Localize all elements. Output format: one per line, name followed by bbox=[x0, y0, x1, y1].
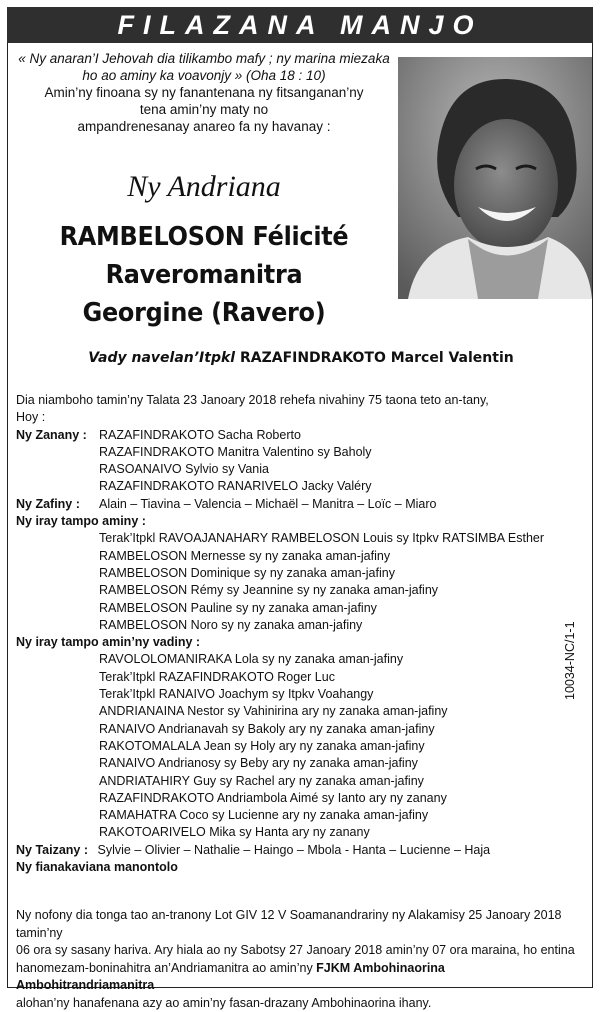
notice-banner-title: FILAZANA MANJO bbox=[7, 7, 593, 43]
list-item: RAZAFINDRAKOTO Manitra Valentino sy Baholy bbox=[99, 444, 372, 461]
list-item: RAMBELOSON Rémy sy Jeannine sy ny zanaka aman-jafiny bbox=[99, 582, 438, 599]
inlaws-heading-row bbox=[16, 634, 576, 651]
list-item: RAZAFINDRAKOTO Andriambola Aimé sy Ianto ary ny zanany bbox=[99, 790, 447, 807]
list-item: RAKOTOMALALA Jean sy Holy ary ny zanaka aman-jafiny bbox=[99, 738, 425, 755]
list-item: Terak’Itpkl RAZAFINDRAKOTO Roger Luc bbox=[99, 669, 335, 686]
inlaws-row bbox=[16, 686, 576, 703]
funeral-line: alohan’ny hanafenana azy ao amin’ny fasan-drazany Ambohinaorina ihany. bbox=[16, 995, 584, 1012]
extended-family-row bbox=[16, 859, 576, 876]
inlaws-row bbox=[16, 790, 576, 807]
list-item: RAMBELOSON Noro sy ny zanaka aman-jafiny bbox=[99, 617, 362, 634]
announcement-line bbox=[16, 409, 576, 426]
funeral-line: Ny nofony dia tonga tao an-tranony Lot GIV 12 V Soamanandrariny ny Alakamisy 25 Janoary 2018 tamin’ny bbox=[16, 907, 584, 942]
grandchildren-names: Alain – Tiavina – Valencia – Michaël – Manitra – Loïc – Miaro bbox=[99, 496, 436, 513]
deceased-name-line: Raveromanitra bbox=[29, 256, 379, 294]
scripture-verse bbox=[14, 50, 394, 135]
inlaws-label: Ny iray tampo amin’ny vadiny : bbox=[16, 635, 200, 649]
inlaws-row bbox=[16, 755, 576, 772]
verse-line: ho ao aminy ka voavonjy » (Oha 18 : 10) bbox=[14, 67, 394, 84]
inlaws-row bbox=[16, 773, 576, 790]
siblings-row bbox=[16, 530, 576, 547]
list-item: ANDRIATAHIRY Guy sy Rachel ary ny zanaka aman-jafiny bbox=[99, 773, 424, 790]
surviving-spouse bbox=[14, 350, 588, 366]
inlaws-row bbox=[16, 807, 576, 824]
list-item: RASOANAIVO Sylvio sy Vania bbox=[99, 461, 269, 478]
siblings-row bbox=[16, 582, 576, 599]
list-item: RAVOLOLOMANIRAKA Lola sy ny zanaka aman-jafiny bbox=[99, 651, 403, 668]
list-item: RANAIVO Andrianosy sy Beby ary ny zanaka aman-jafiny bbox=[99, 755, 418, 772]
announcement-line bbox=[16, 392, 576, 409]
list-item: RAKOTOARIVELO Mika sy Hanta ary ny zanany bbox=[99, 824, 370, 841]
deceased-name-line: Georgine (Ravero) bbox=[29, 294, 379, 332]
list-item: RAMBELOSON Dominique sy ny zanaka aman-jafiny bbox=[99, 565, 395, 582]
deceased-portrait-photo bbox=[398, 57, 592, 299]
honorific: Ny Andriana bbox=[14, 170, 394, 204]
portrait-image bbox=[398, 57, 592, 299]
inlaws-row bbox=[16, 651, 576, 668]
list-item: ANDRIANAINA Nestor sy Vahinirina ary ny zanaka aman-jafiny bbox=[99, 703, 448, 720]
spouse-name: RAZAFINDRAKOTO Marcel Valentin bbox=[240, 350, 514, 366]
inlaws-row bbox=[16, 721, 576, 738]
siblings-row bbox=[16, 565, 576, 582]
verse-line: « Ny anaran’I Jehovah dia tilikambo mafy ; ny marina miezaka bbox=[14, 50, 394, 67]
spouse-label: Vady navelan’Itpkl bbox=[88, 350, 235, 366]
announcement-text: Dia niamboho tamin’ny Talata 23 Janoary 2018 rehefa nivahiny 75 taona teto an-tany, bbox=[16, 393, 489, 407]
inlaws-row bbox=[16, 669, 576, 686]
deceased-name-line: RAMBELOSON Félicité bbox=[29, 218, 379, 256]
intro-line: Amin’ny finoana sy ny fanantenana ny fitsanganan’ny bbox=[14, 84, 394, 101]
list-item: Terak’Itpkl RANAIVO Joachym sy Itpkv Voahangy bbox=[99, 686, 373, 703]
grandchildren-label: Ny Zafiny : bbox=[16, 497, 80, 511]
children-row bbox=[16, 461, 576, 478]
extended-family-label: Ny fianakaviana manontolo bbox=[16, 860, 178, 874]
children-row bbox=[16, 478, 576, 495]
announcement-text: Hoy : bbox=[16, 410, 45, 424]
siblings-heading-row bbox=[16, 513, 576, 530]
announcement-body bbox=[16, 392, 576, 876]
reference-code: 10034-NC/1-1 bbox=[563, 621, 577, 700]
intro-line: tena amin’ny maty no bbox=[14, 101, 394, 118]
funeral-line bbox=[16, 960, 584, 995]
funeral-text: hanomezam-boninahitra an’Andriamanitra ao amin’ny bbox=[16, 961, 316, 975]
inlaws-row bbox=[16, 703, 576, 720]
siblings-row bbox=[16, 600, 576, 617]
siblings-row bbox=[16, 548, 576, 565]
funeral-details bbox=[16, 907, 584, 1012]
funeral-line: 06 ora sy sasany hariva. Ary hiala ao ny Sabotsy 27 Janoary 2018 amin’ny 07 ora maraina, ho entina bbox=[16, 942, 584, 960]
inlaws-row bbox=[16, 824, 576, 841]
deceased-name bbox=[29, 218, 379, 332]
list-item: RAMBELOSON Pauline sy ny zanaka aman-jafiny bbox=[99, 600, 377, 617]
siblings-label: Ny iray tampo aminy : bbox=[16, 514, 146, 528]
intro-line: ampandrenesanay anareo fa ny havanay : bbox=[14, 118, 394, 135]
children-row bbox=[16, 427, 576, 444]
list-item: RAMAHATRA Coco sy Lucienne ary ny zanaka aman-jafiny bbox=[99, 807, 428, 824]
list-item: Terak’Itpkl RAVOAJANAHARY RAMBELOSON Louis sy Itpkv RATSIMBA Esther bbox=[99, 530, 544, 547]
list-item: RAMBELOSON Mernesse sy ny zanaka aman-jafiny bbox=[99, 548, 390, 565]
godchildren-label: Ny Taizany : bbox=[16, 843, 88, 857]
list-item: RAZAFINDRAKOTO Sacha Roberto bbox=[99, 427, 301, 444]
siblings-row bbox=[16, 617, 576, 634]
church-name: FJKM Ambohinaorina Ambohitrandriamanitra bbox=[16, 961, 445, 993]
godchildren-row bbox=[16, 842, 576, 859]
godchildren-names: Sylvie – Olivier – Nathalie – Haingo – Mbola - Hanta – Lucienne – Haja bbox=[98, 843, 491, 857]
list-item: RAZAFINDRAKOTO RANARIVELO Jacky Valéry bbox=[99, 478, 372, 495]
children-row bbox=[16, 444, 576, 461]
grandchildren-row bbox=[16, 496, 576, 513]
inlaws-row bbox=[16, 738, 576, 755]
children-label: Ny Zanany : bbox=[16, 428, 87, 442]
list-item: RANAIVO Andrianavah sy Bakoly ary ny zanaka aman-jafiny bbox=[99, 721, 435, 738]
